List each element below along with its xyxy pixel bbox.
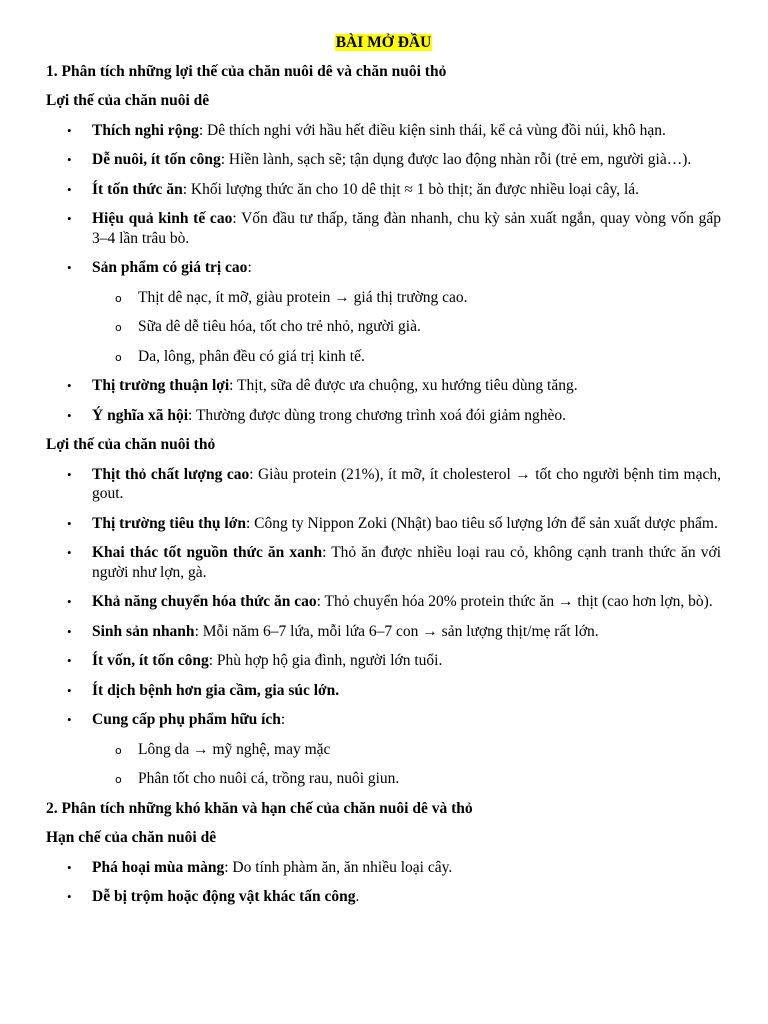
list-item-text: : Thịt, sữa dê được ưa chuộng, xu hướng tiêu dùng tăng. <box>229 377 578 394</box>
sub-list-item <box>115 769 721 789</box>
list-item-text: : Phù hợp hộ gia đình, người lớn tuổi. <box>208 652 443 669</box>
sub-list-item-text: Sữa dê dễ tiêu hóa, tốt cho trẻ nhỏ, người già. <box>138 318 421 335</box>
list-item <box>67 681 721 701</box>
list-item <box>67 406 721 426</box>
bullet-icon: • <box>67 712 72 727</box>
sub-list-item-text: Da, lông, phân đều có giá trị kinh tế. <box>138 347 365 365</box>
list-item <box>67 209 721 248</box>
list-item-term: Khả năng chuyển hóa thức ăn cao <box>92 593 317 610</box>
list-item <box>67 121 721 141</box>
bullet-icon: • <box>67 682 72 698</box>
list-item <box>67 150 721 170</box>
sub-list-item <box>115 317 721 337</box>
list-item-text: : <box>247 259 252 276</box>
sub-list-item-text: Lông da → mỹ nghệ, may mặc <box>138 740 331 758</box>
list-item-text: : Thỏ ăn được nhiều loại rau cỏ, không cạnh tranh thức ăn với người như lợn, gà. <box>92 544 721 581</box>
sub-list <box>92 740 721 789</box>
list-item-term: Thịt thỏ chất lượng cao <box>92 465 250 483</box>
list-item <box>67 887 721 907</box>
goat-advantages-list <box>46 121 721 426</box>
bullet-icon: • <box>67 260 72 275</box>
list-item <box>67 622 721 642</box>
bullet-icon: • <box>67 407 72 423</box>
list-item-text: : Hiền lành, sạch sẽ; tận dụng được lao động nhàn rỗi (trẻ em, người già…). <box>220 151 692 168</box>
list-item-term: Ý nghĩa xã hội <box>92 406 189 424</box>
bullet-icon: • <box>67 181 72 197</box>
list-item <box>67 465 721 504</box>
list-item-text: : Thỏ chuyển hóa 20% protein thức ăn → thịt (cao hơn lợn, bò). <box>316 593 713 610</box>
list-item-term: Khai thác tốt nguồn thức ăn xanh <box>92 544 323 561</box>
list-item-text: : Thường được dùng trong chương trình xoá đói giảm nghèo. <box>188 406 567 424</box>
list-item <box>67 180 721 200</box>
circle-bullet-icon: o <box>115 321 122 334</box>
list-item-text: : Khối lượng thức ăn cho 10 dê thịt ≈ 1 bò thịt; ăn được nhiều loại cây, lá. <box>182 180 639 198</box>
section1-heading: 1. Phân tích những lợi thế của chăn nuôi dê và chăn nuôi thỏ <box>46 62 447 80</box>
list-item-term: Sinh sản nhanh <box>92 622 195 640</box>
list-item <box>67 258 721 366</box>
list-item-term: Thị trường thuận lợi <box>92 377 230 394</box>
bullet-icon: • <box>67 211 72 226</box>
list-item-text: : Công ty Nippon Zoki (Nhật) bao tiêu số lượng lớn để sản xuất dược phẩm. <box>245 514 718 532</box>
rabbit-advantages-list <box>46 465 721 789</box>
list-item <box>67 543 721 582</box>
list-item-term: Thị trường tiêu thụ lớn <box>92 514 246 532</box>
goat-advantages-heading: Lợi thế của chăn nuôi dê <box>46 92 210 109</box>
list-item-term: Hiệu quả kinh tế cao <box>92 210 233 227</box>
list-item-text: : Mỗi năm 6–7 lứa, mỗi lứa 6–7 con → sản lượng thịt/mẹ rất lớn. <box>194 622 599 640</box>
bullet-icon: • <box>67 653 72 668</box>
circle-bullet-icon: o <box>115 743 122 757</box>
document-title: BÀI MỞ ĐẦU <box>335 34 432 51</box>
list-item <box>67 651 721 671</box>
bullet-icon: • <box>67 859 72 875</box>
bullet-icon: • <box>67 623 72 639</box>
list-item-term: Dễ bị trộm hoặc động vật khác tấn công <box>92 888 356 905</box>
circle-bullet-icon: o <box>115 350 122 364</box>
list-item-term: Ít vốn, ít tốn công <box>92 652 209 669</box>
bullet-icon: • <box>67 466 72 482</box>
bullet-icon: • <box>67 515 72 531</box>
list-item <box>67 376 721 396</box>
sub-list <box>92 288 721 367</box>
bullet-icon: • <box>67 152 72 167</box>
sub-list-item <box>115 347 721 367</box>
list-item-term: Dễ nuôi, ít tốn công <box>92 151 221 168</box>
list-item-term: Thích nghi rộng <box>92 121 199 139</box>
goat-limitations-heading: Hạn chế của chăn nuôi dê <box>46 829 217 846</box>
section2-heading: 2. Phân tích những khó khăn và hạn chế của chăn nuôi dê và thỏ <box>46 799 473 817</box>
list-item-term: Cung cấp phụ phẩm hữu ích <box>92 711 281 728</box>
circle-bullet-icon: o <box>115 291 122 305</box>
bullet-icon: • <box>67 594 72 609</box>
list-item <box>67 710 721 789</box>
rabbit-advantages-heading: Lợi thế của chăn nuôi thỏ <box>46 436 216 453</box>
list-item <box>67 592 721 612</box>
bullet-icon: • <box>67 122 72 138</box>
sub-list-item-text: Thịt dê nạc, ít mỡ, giàu protein → giá thị trường cao. <box>138 288 468 306</box>
list-item-text: : Giàu protein (21%), ít mỡ, ít cholesterol → tốt cho người bệnh tim mạch, gout. <box>92 465 721 502</box>
sub-list-item <box>115 288 721 308</box>
list-item-text: . <box>355 888 360 905</box>
list-item-text: : Vốn đầu tư thấp, tăng đàn nhanh, chu kỳ sản xuất ngắn, quay vòng vốn gấp 3–4 lần trâu bò. <box>92 210 721 247</box>
list-item-text: : Do tính phàm ăn, ăn nhiều loại cây. <box>224 858 453 876</box>
list-item-text: : <box>280 711 286 728</box>
list-item <box>67 858 721 878</box>
sub-list-item <box>115 740 721 760</box>
bullet-icon: • <box>67 545 72 560</box>
list-item-term: Phá hoại mùa màng <box>92 858 225 876</box>
list-item <box>67 514 721 534</box>
title-wrap <box>46 33 721 53</box>
circle-bullet-icon: o <box>115 773 122 786</box>
list-item-text: : Dê thích nghi với hầu hết điều kiện sinh thái, kể cả vùng đồi núi, khô hạn. <box>198 121 666 139</box>
list-item-term: Ít tốn thức ăn <box>92 180 183 198</box>
bullet-icon: • <box>67 889 72 904</box>
list-item-term: Ít dịch bệnh hơn gia cầm, gia súc lớn. <box>92 681 340 699</box>
goat-limitations-list <box>46 858 721 907</box>
list-item-term: Sản phẩm có giá trị cao <box>92 259 248 276</box>
sub-list-item-text: Phân tốt cho nuôi cá, trồng rau, nuôi giun. <box>138 770 400 787</box>
bullet-icon: • <box>67 378 72 393</box>
